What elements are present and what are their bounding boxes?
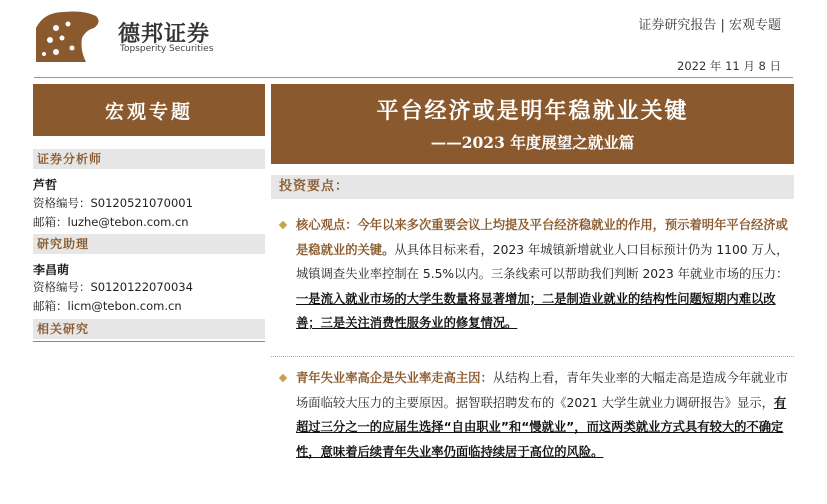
- key-point-body-1: 从具体目标来看，2023 年城镇新增就业人口目标预计仍为 1100 万人，城镇调查失业率控制在 5.5%以内。三条线索可以帮助我们判断 2023 年就业市场的压力：: [296, 242, 789, 281]
- brand-name-en: Topsperity Securities: [120, 44, 214, 54]
- related-research-heading: 相关研究: [33, 319, 265, 339]
- bullet-diamond-icon: [279, 221, 287, 229]
- assistant-section-heading: 研究助理: [33, 234, 265, 254]
- assistant-email[interactable]: 邮箱：licm@tebon.com.cn: [33, 299, 182, 313]
- key-point-emphasis-1: 一是流入就业市场的大学生数量将显著增加；二是制造业就业的结构性问题短期内难以改善；三是关注消费性服务业的修复情况。: [296, 291, 776, 330]
- analyst-name: 芦哲: [33, 178, 58, 192]
- bullet-diamond-icon: [279, 374, 287, 382]
- report-title: 平台经济或是明年稳就业关键: [376, 98, 689, 124]
- key-point-paragraph-2: [296, 366, 790, 464]
- key-point-paragraph-1: [296, 213, 790, 336]
- report-type: 证券研究报告 | 宏观专题: [638, 18, 781, 33]
- brand-name-cn: 德邦证券: [118, 22, 211, 47]
- analyst-cert: 资格编号：S0120521070001: [33, 196, 193, 210]
- key-point-body-2: 从结构上看，青年失业率的大幅走高是造成今年就业市场面临较大压力的主要原因。据智联招聘发布的《2021 大学生就业力调研报告》显示，: [296, 371, 788, 410]
- logo-icon: [34, 8, 104, 64]
- paragraph-separator: [271, 356, 794, 357]
- analyst-section-heading: 证券分析师: [33, 149, 265, 169]
- category-banner: [33, 84, 265, 136]
- assistant-name: 李昌萌: [33, 263, 70, 277]
- sidebar-divider: [33, 341, 265, 342]
- report-date: 2022 年 11 月 8 日: [677, 59, 781, 73]
- analyst-email[interactable]: 邮箱：luzhe@tebon.com.cn: [33, 215, 189, 229]
- investment-points-heading: 投资要点：: [271, 175, 794, 199]
- title-banner: [271, 84, 794, 164]
- key-point-lead-1: 核心观点：今年以来多次重要会议上均提及平台经济稳就业的作用，预示着明年平台经济或是稳就业的关键。: [296, 218, 788, 257]
- report-subtitle: ——2023 年度展望之就业篇: [430, 133, 635, 152]
- key-point-emphasis-2: 有超过三分之一的应届生选择“自由职业”和“慢就业”，而这两类就业方式具有较大的不确定性，意味着后续青年失业率仍面临持续居于高位的风险。: [296, 395, 787, 459]
- header-divider: [34, 77, 793, 78]
- category-label: 宏观专题: [104, 100, 193, 123]
- assistant-cert: 资格编号：S0120122070034: [33, 280, 193, 294]
- key-point-lead-2: 青年失业率高企是失业率走高主因：: [296, 371, 493, 385]
